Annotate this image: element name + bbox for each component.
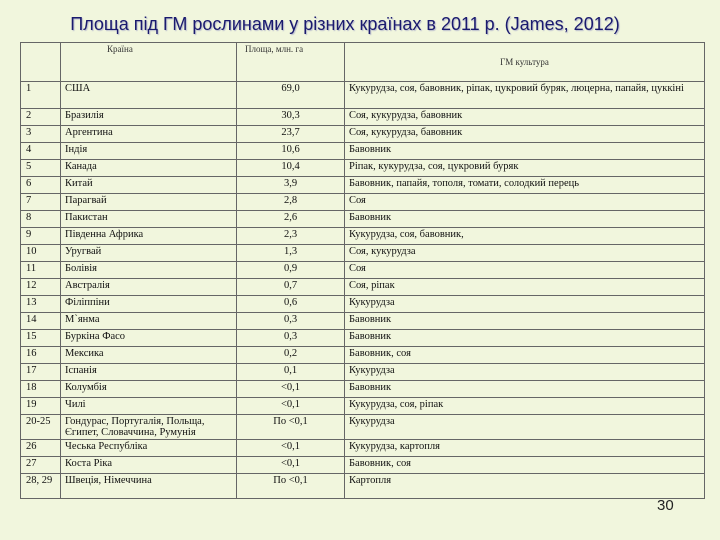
row-crops: Кукурудза, соя, ріпак <box>345 398 705 415</box>
row-crops: Бавовник <box>345 211 705 228</box>
row-country: Мексика <box>61 347 237 364</box>
table-row <box>21 457 705 474</box>
table-row <box>21 279 705 296</box>
row-country: М`янма <box>61 313 237 330</box>
row-number: 8 <box>21 211 61 228</box>
row-crops: Соя, ріпак <box>345 279 705 296</box>
row-crops: Бавовник <box>345 313 705 330</box>
row-number: 20-25 <box>21 415 61 440</box>
row-country: Коста Ріка <box>61 457 237 474</box>
row-country: США <box>61 82 237 109</box>
row-country: Китай <box>61 177 237 194</box>
row-crops: Бавовник <box>345 381 705 398</box>
row-country: Парагвай <box>61 194 237 211</box>
row-area: 2,3 <box>237 228 345 245</box>
table-row <box>21 398 705 415</box>
row-crops: Картопля <box>345 474 705 499</box>
row-number: 28, 29 <box>21 474 61 499</box>
row-country: Аргентина <box>61 126 237 143</box>
table-header-row <box>21 43 705 82</box>
row-country: Швеція, Німеччина <box>61 474 237 499</box>
row-crops: Кукурудза <box>345 296 705 313</box>
row-country: Гондурас, Португалія, Польща, Єгипет, Словаччина, Румунія <box>61 415 237 440</box>
row-crops: Бавовник <box>345 143 705 160</box>
row-crops: Кукурудза <box>345 364 705 381</box>
table-row <box>21 262 705 279</box>
table-row <box>21 381 705 398</box>
header-crops: ГМ культура <box>345 43 705 82</box>
row-number: 1 <box>21 82 61 109</box>
row-number: 2 <box>21 109 61 126</box>
row-number: 13 <box>21 296 61 313</box>
row-area: 1,3 <box>237 245 345 262</box>
row-number: 14 <box>21 313 61 330</box>
table-row <box>21 440 705 457</box>
row-crops: Соя <box>345 194 705 211</box>
table-row <box>21 211 705 228</box>
row-country: Болівія <box>61 262 237 279</box>
row-crops: Кукурудза, картопля <box>345 440 705 457</box>
row-area: 0,3 <box>237 330 345 347</box>
row-crops: Ріпак, кукурудза, соя, цукровий буряк <box>345 160 705 177</box>
row-number: 11 <box>21 262 61 279</box>
row-country: Бразилія <box>61 109 237 126</box>
slide-title: Площа під ГМ рослинами у різних країнах в 2011 р. (James, 2012) <box>70 14 620 34</box>
table-row <box>21 347 705 364</box>
row-number: 12 <box>21 279 61 296</box>
row-area: 0,9 <box>237 262 345 279</box>
row-area: По <0,1 <box>237 474 345 499</box>
table-row <box>21 82 705 109</box>
row-number: 26 <box>21 440 61 457</box>
row-area: 10,4 <box>237 160 345 177</box>
row-number: 10 <box>21 245 61 262</box>
row-area: По <0,1 <box>237 415 345 440</box>
row-country: Пакистан <box>61 211 237 228</box>
table-row <box>21 415 705 440</box>
row-area: 2,8 <box>237 194 345 211</box>
table-row <box>21 296 705 313</box>
row-country: Колумбія <box>61 381 237 398</box>
row-area: 23,7 <box>237 126 345 143</box>
row-country: Канада <box>61 160 237 177</box>
table-row <box>21 313 705 330</box>
row-country: Буркіна Фасо <box>61 330 237 347</box>
table-row <box>21 143 705 160</box>
table-row <box>21 245 705 262</box>
row-number: 15 <box>21 330 61 347</box>
row-number: 16 <box>21 347 61 364</box>
row-number: 27 <box>21 457 61 474</box>
gm-crops-table-container <box>20 42 704 499</box>
table-row <box>21 474 705 499</box>
page-number: 30 <box>657 497 674 514</box>
row-crops: Бавовник, соя <box>345 347 705 364</box>
row-area: 10,6 <box>237 143 345 160</box>
row-country: Філіппіни <box>61 296 237 313</box>
row-area: 0,2 <box>237 347 345 364</box>
row-number: 5 <box>21 160 61 177</box>
row-number: 6 <box>21 177 61 194</box>
row-area: <0,1 <box>237 457 345 474</box>
header-area: Площа, млн. га <box>237 43 345 82</box>
row-crops: Кукурудза, соя, бавовник, ріпак, цукровий буряк, люцерна, папайя, цуккіні <box>345 82 705 109</box>
row-crops: Кукурудза <box>345 415 705 440</box>
row-number: 4 <box>21 143 61 160</box>
row-crops: Кукурудза, соя, бавовник, <box>345 228 705 245</box>
row-number: 18 <box>21 381 61 398</box>
table-row <box>21 330 705 347</box>
row-country: Чилі <box>61 398 237 415</box>
table-row <box>21 126 705 143</box>
table-row <box>21 364 705 381</box>
row-crops: Бавовник <box>345 330 705 347</box>
row-crops: Соя, кукурудза, бавовник <box>345 126 705 143</box>
row-area: 0,3 <box>237 313 345 330</box>
row-crops: Соя, кукурудза <box>345 245 705 262</box>
row-crops: Бавовник, папайя, тополя, томати, солодкий перець <box>345 177 705 194</box>
row-number: 19 <box>21 398 61 415</box>
header-country: Країна <box>61 43 237 82</box>
row-country: Індія <box>61 143 237 160</box>
table-row <box>21 109 705 126</box>
row-area: 30,3 <box>237 109 345 126</box>
row-crops: Соя, кукурудза, бавовник <box>345 109 705 126</box>
row-country: Чеська Республіка <box>61 440 237 457</box>
row-area: 0,7 <box>237 279 345 296</box>
table-row <box>21 194 705 211</box>
row-number: 9 <box>21 228 61 245</box>
row-country: Австралія <box>61 279 237 296</box>
row-area: 3,9 <box>237 177 345 194</box>
row-number: 3 <box>21 126 61 143</box>
row-area: 0,1 <box>237 364 345 381</box>
header-number <box>21 43 61 82</box>
row-country: Уругвай <box>61 245 237 262</box>
row-country: Іспанія <box>61 364 237 381</box>
row-area: 69,0 <box>237 82 345 109</box>
row-area: <0,1 <box>237 440 345 457</box>
row-number: 7 <box>21 194 61 211</box>
gm-crops-table <box>20 42 705 499</box>
row-crops: Соя <box>345 262 705 279</box>
table-body <box>21 82 705 499</box>
table-row <box>21 228 705 245</box>
row-number: 17 <box>21 364 61 381</box>
row-area: 2,6 <box>237 211 345 228</box>
row-area: 0,6 <box>237 296 345 313</box>
table-row <box>21 177 705 194</box>
row-area: <0,1 <box>237 398 345 415</box>
row-country: Південна Африка <box>61 228 237 245</box>
row-crops: Бавовник, соя <box>345 457 705 474</box>
table-row <box>21 160 705 177</box>
row-area: <0,1 <box>237 381 345 398</box>
